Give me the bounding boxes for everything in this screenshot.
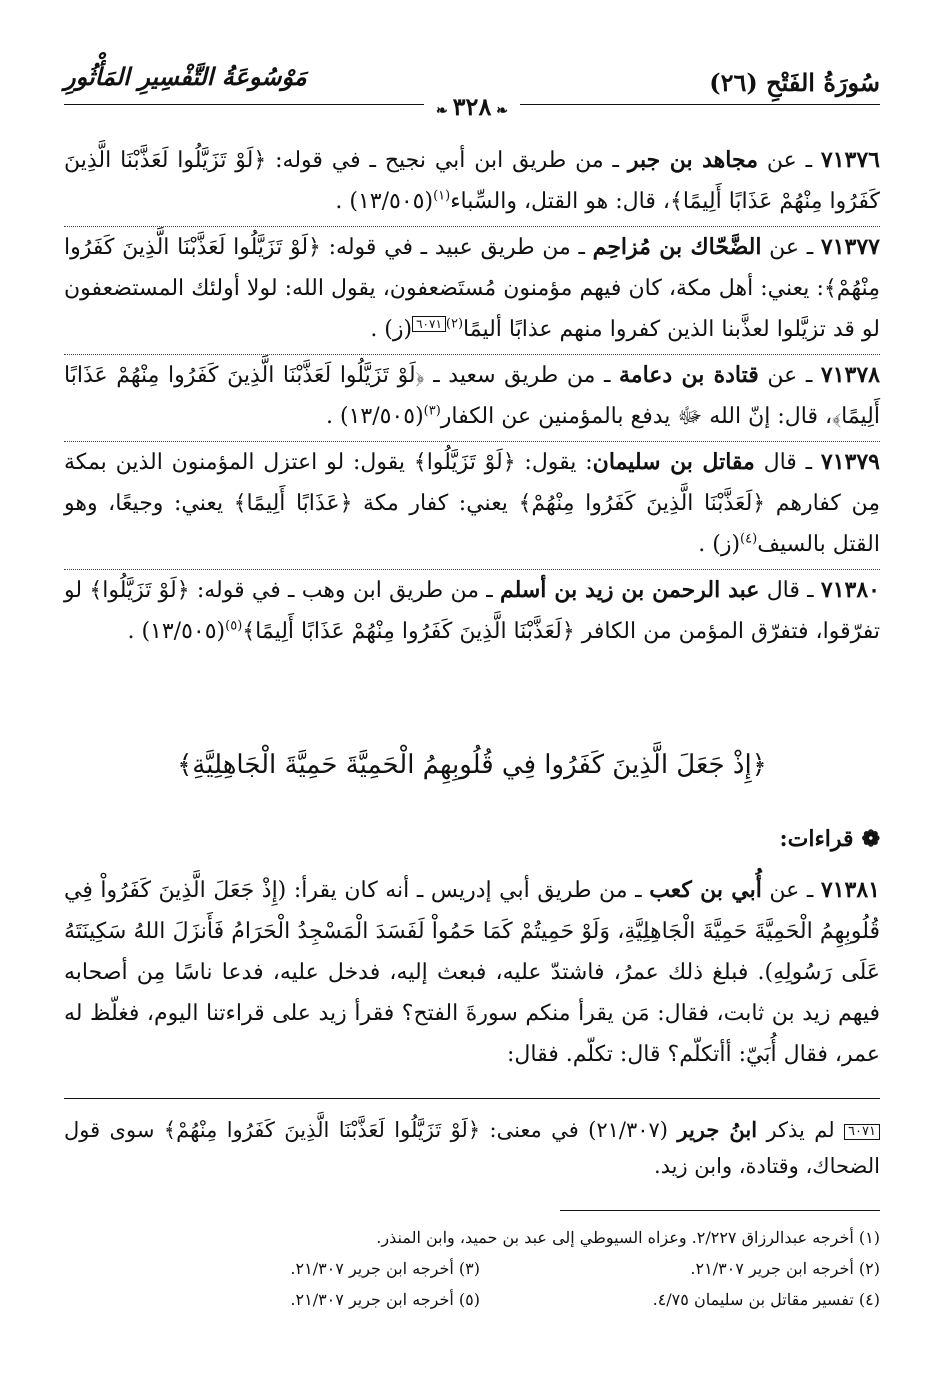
entry <box>64 570 880 656</box>
flower-icon: ❁ <box>861 826 880 852</box>
section-heading <box>780 826 881 852</box>
entry-pre: ـ عن <box>758 363 821 388</box>
entry <box>64 140 880 226</box>
narrator-name: عبد الرحمن بن زيد بن أسلم <box>499 577 760 603</box>
note-pre: لم يذكر <box>757 1118 845 1142</box>
verse-heading: ﴿إِذْ جَعَلَ الَّذِينَ كَفَرُوا فِي قُلُوبِهِمُ الْحَمِيَّةَ حَمِيَّةَ الْجَاهِلِيَّةِ﴾ <box>177 750 767 780</box>
footnote-ref: (٤) <box>740 531 758 547</box>
entry <box>64 870 880 1079</box>
narrator-name: الضَّحّاك بن مُزاحِم <box>592 234 762 260</box>
entries-block <box>64 140 880 656</box>
page-number: ٣٢٨ <box>452 92 492 121</box>
footnote-row <box>64 1253 880 1284</box>
entry-text: ـ من طريق ابن أبي نجيح ـ في قوله: ﴿لَوْ تَزَيَّلُوا لَعَذَّبْنَا الَّذِينَ كَفَرُوا مِنْهُمْ عَذَابًا أَلِيمًا﴾، قال: هو القتل، والسِّباء <box>64 148 880 214</box>
entry <box>64 227 880 354</box>
entry-pre: ـ عن <box>757 148 821 173</box>
entry-text: ـ من طريق ابن وهب ـ في قوله: ﴿لَوْ تَزَيَّلُوا﴾ لو تفرّقوا، فتفرّق المؤمن من الكافر ﴿لَعَذَّبْنَا الَّذِينَ كَفَرُوا مِنْهُمْ عَذَابًا أَلِيمًا﴾ <box>64 578 880 644</box>
entry-text: ـ من طريق عبيد ـ في قوله: ﴿لَوْ تَزَيَّلُوا لَعَذَّبْنَا الَّذِينَ كَفَرُوا مِنْهُمْ﴾: يعني: أهل مكة، كان فيهم مؤمنون مُستَضعفون، يقول الله: لولا أولئك المستضعفون لو قد تزيَّلوا لعذَّبنا الذين كفروا منهم عذابًا أليمًا <box>64 235 880 342</box>
note-ref-box: ٦٠٧١ <box>844 1124 880 1140</box>
source-ref: . (١٣/٥٠٥) <box>335 189 434 214</box>
encyclopedia-title: مَوْسُوعَةُ التَّفْسِيرِ المَأْثُورِ <box>64 62 307 91</box>
entry-pre: ـ قال <box>759 578 821 603</box>
entry-number: ٧١٣٨٠ <box>820 577 880 603</box>
entry-text: : يقول: ﴿لَوْ تَزَيَّلُوا﴾ يقول: لو اعتزل المؤمنون الذين بمكة مِن كفارهم ﴿لَعَذَّبْنَا الَّذِينَ كَفَرُوا مِنْهُمْ﴾ يعني: كفار مكة ﴿عَذَابًا أَلِيمًا﴾ يعني: وجيعًا، وهو القتل بالسيف <box>64 450 880 557</box>
footnote-row <box>64 1284 880 1315</box>
editor-note <box>64 1112 880 1184</box>
entry-number: ٧١٣٧٩ <box>820 449 880 475</box>
footnote-ref: (٥) <box>225 618 243 634</box>
footnote-ref: (٢) <box>445 316 464 332</box>
footnote-ref: (١) <box>433 188 451 204</box>
readings-block <box>64 870 880 1079</box>
entry <box>64 355 880 441</box>
footnote-4: (٤) تفسير مقاتل بن سليمان ٤/٧٥. <box>652 1290 880 1309</box>
entry-text: ـ من طريق أبي إدريس ـ أنه كان يقرأ: (إِذْ جَعَلَ الَّذِينَ كَفَرُواْ فِي قُلُوبِهِمُ الْحَمِيَّةَ حَمِيَّةَ الْجَاهِلِيَّةِ، وَلَوْ حَمِيتُمْ كَمَا حَمُواْ لَفَسَدَ الْمَسْجِدُ الْحَرَامُ فَأَنزَلَ اللهُ سَكِينَتَهُ عَلَى رَسُولِهِ). فبلغ ذلك عمرُ، فاشتدّ عليه، فبعث إليه، فدخل عليه، فدعا ناسًا مِن أصحابه فيهم زيد بن ثابت، فقال: مَن يقرأ منكم سورةَ الفتح؟ فقرأ زيد على قراءتنا اليوم، فغلّظ له عمر، فقال أُبَيّ: أأتكلّم؟ قال: تكلّم. فقال: <box>64 878 880 1067</box>
entry-number: ٧١٣٧٧ <box>820 234 880 260</box>
ornament-icon: ❧ <box>491 103 508 119</box>
narrator-name: أُبي بن كعب <box>649 877 762 903</box>
source-ref: . (١٣/٥٠٥) <box>127 619 226 644</box>
footnote-ref: (٣) <box>423 403 441 419</box>
page-number-wrap <box>0 92 944 121</box>
entry-pre: ـ عن <box>761 878 821 903</box>
narrator-name: مجاهد بن جبر <box>627 147 758 173</box>
surah-title: سُورَةُ الفَتْحِ (٢٦) <box>709 68 880 97</box>
entry <box>64 442 880 569</box>
note-ref-box: ٦٠٧١ <box>412 316 446 332</box>
note-text: (٢١/٣٠٧) في معنى: ﴿لَوْ تَزَيَّلُوا لَعَذَّبْنَا الَّذِينَ كَفَرُوا مِنْهُمْ﴾ سوى قول الضحاك، وقتادة، وابن زيد. <box>64 1118 880 1178</box>
entry-pre: ـ قال <box>754 450 821 475</box>
entry-pre: ـ عن <box>761 235 821 260</box>
footnotes <box>64 1222 880 1315</box>
note-name: ابنُ جرير <box>677 1117 758 1142</box>
footnote-5: (٥) أخرجه ابن جرير ٢١/٣٠٧. <box>290 1290 480 1309</box>
source-ref: . (١٣/٥٠٥) <box>325 404 424 429</box>
entry-number: ٧١٣٨١ <box>820 877 880 903</box>
ornament-icon: ❧ <box>436 103 453 119</box>
entry-text: ـ من طريق سعيد ـ ﴿لَوْ تَزَيَّلُوا لَعَذَّبْنَا الَّذِينَ كَفَرُوا مِنْهُمْ عَذَابًا أَلِيمًا﴾، قال: إنّ الله ﷻ يدفع بالمؤمنين عن الكفار <box>64 363 880 429</box>
note-rule <box>64 1098 880 1099</box>
source-ref: . (ز) <box>698 532 741 557</box>
narrator-name: قتادة بن دعامة <box>619 362 759 388</box>
narrator-name: مقاتل بن سليمان <box>592 449 755 475</box>
source-ref: . (ز) <box>370 317 413 342</box>
footnote-3: (٣) أخرجه ابن جرير ٢١/٣٠٧. <box>290 1259 480 1278</box>
footnote-1: (١) أخرجه عبدالرزاق ٢/٢٢٧. وعزاه السيوطي إلى عبد بن حميد، وابن المنذر. <box>376 1228 880 1247</box>
footnote-2: (٢) أخرجه ابن جرير ٢١/٣٠٧. <box>690 1259 880 1278</box>
section-label: قراءات: <box>779 826 854 852</box>
entry-number: ٧١٣٧٦ <box>820 147 880 173</box>
entry-number: ٧١٣٧٨ <box>820 362 880 388</box>
footnote-rule <box>560 1210 880 1211</box>
